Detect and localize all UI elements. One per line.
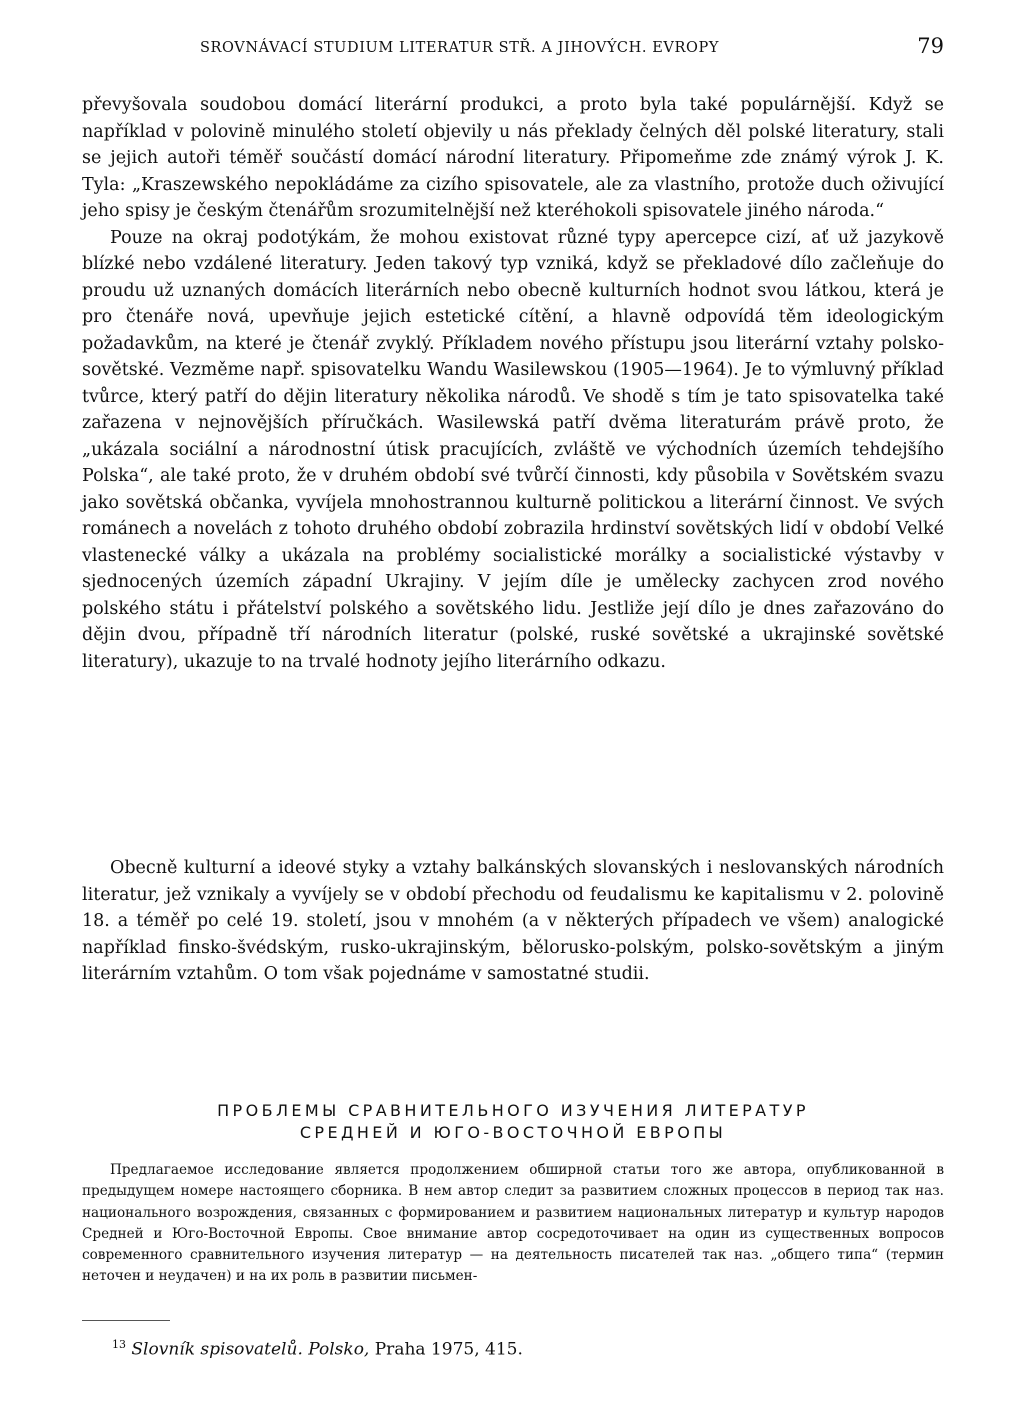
summary-block [82,1160,944,1288]
summary-heading [82,1100,944,1144]
page-number: 79 [917,34,944,58]
summary-paragraph: Предлагаемое исследование является продолжением обширной статьи того же автора, опубликованной в предыдущем номере настоящего сборника. В нем автор следит за развитием сложных процессов в период так наз. национального возрождения, связанных с формированием и развитием национальных литератур и культур народов Средней и Юго-Восточной Европы. Свое внимание автор сосредоточивает на один из существенных вопросов современного сравнительного изучения литератур — на деятельность писателей так наз. „общего типа“ (термин неточен и неудачен) и на их роль в развитии письмен- [82,1162,944,1285]
running-title: SROVNÁVACÍ STUDIUM LITERATUR STŘ. A JIHOVÝCH. EVROPY [200,40,720,56]
summary-heading-line: СРЕДНЕЙ И ЮГО-ВОСТОЧНОЙ ЕВРОПЫ [299,1123,727,1142]
footnote [112,1334,932,1361]
body-paragraph: převyšovala soudobou domácí literární produkci, a proto byla také populárnější. Když se například v polovině minulého století objevily u nás překlady čelných děl polské literatury, stali se jejich autoři téměř součástí domácí národní literatury. Připomeňme zde známý výrok J. K. Tyla: „Kraszewského nepokládáme za cizího spisovatele, ale za vlastního, protože duch oživující jeho spisy je českým čtenářům srozumitelnější než kteréhokoli spisovatele jiného národa.“ [82,95,944,221]
footnote-number: 13 [112,1338,126,1351]
running-header [82,34,944,64]
summary-heading-line: ПРОБЛЕМЫ СРАВНИТЕЛЬНОГО ИЗУЧЕНИЯ ЛИТЕРАТУР [217,1101,809,1120]
body-paragraph: Pouze na okraj podotýkám, že mohou existovat různé typy apercepce cizí, ať už jazykově blízké nebo vzdálené literatury. Jeden takový typ vzniká, když se překladové dílo začleňuje do proudu už uznaných domácích literárních nebo obecně kulturních hodnot svou látkou, která je pro čtenáře nová, upevňuje jejich estetické cítění, a hlavně odpovídá těm ideologickým požadavkům, na které je čtenář zvyklý. Příkladem nového přístupu jsou literární vztahy polsko-sovětské. Vezměme např. spisovatelku Wandu Wasilewskou (1905—1964). Je to výmluvný příklad tvůrce, který patří do dějin literatury několika národů. Ve shodě s tím je tato spisovatelka také zařazena v nejnovějších příručkách. Wasilewská patří dvěma literaturám právě proto, že „ukázala sociální a národnostní útisk pracujících, zvláště ve východních územích tehdejšího Polska“, ale také proto, že v druhém období své tvůrčí činnosti, kdy působila v Sovětském svazu jako sovětská občanka, vyvíjela mnohostrannou kulturně politickou a literární činnost. Ve svých románech a novelách z tohoto druhého období zobrazila hrdinství sovětských lidí v období Velké vlastenecké války a ukázala na problémy socialistické morálky a socialistické výstavby v sjednocených územích západní Ukrajiny. V jejím díle je umělecky zachycen zrod nového polského státu i přátelství polského a sovětského lidu. Jestliže její dílo je dnes zařazováno do dějin dvou, případně tří národních literatur (polské, ruské sovětské a ukrajinské sovětské literatury), ukazuje to na trvalé hodnoty jejího literárního odkazu. [82,227,944,672]
footnote-source: Praha 1975, 415. [369,1339,523,1360]
footnote-divider [82,1320,170,1321]
footnote-title: Slovník spisovatelů. Polsko, [131,1339,370,1360]
closing-text-block [82,855,944,988]
main-text-block [82,92,944,675]
body-paragraph: Obecně kulturní a ideové styky a vztahy balkánských slovanských i neslovanských národních literatur, jež vznikaly a vyvíjely se v období přechodu od feudalismu ke kapitalismu v 2. polovině 18. a téměř po celé 19. století, jsou v mnohém (a v některých případech ve všem) analogické například finsko-švédským, rusko-ukrajinským, bělorusko-polským, polsko-sovětským a jiným literárním vztahům. O tom však pojednáme v samostatné studii. [82,858,944,984]
